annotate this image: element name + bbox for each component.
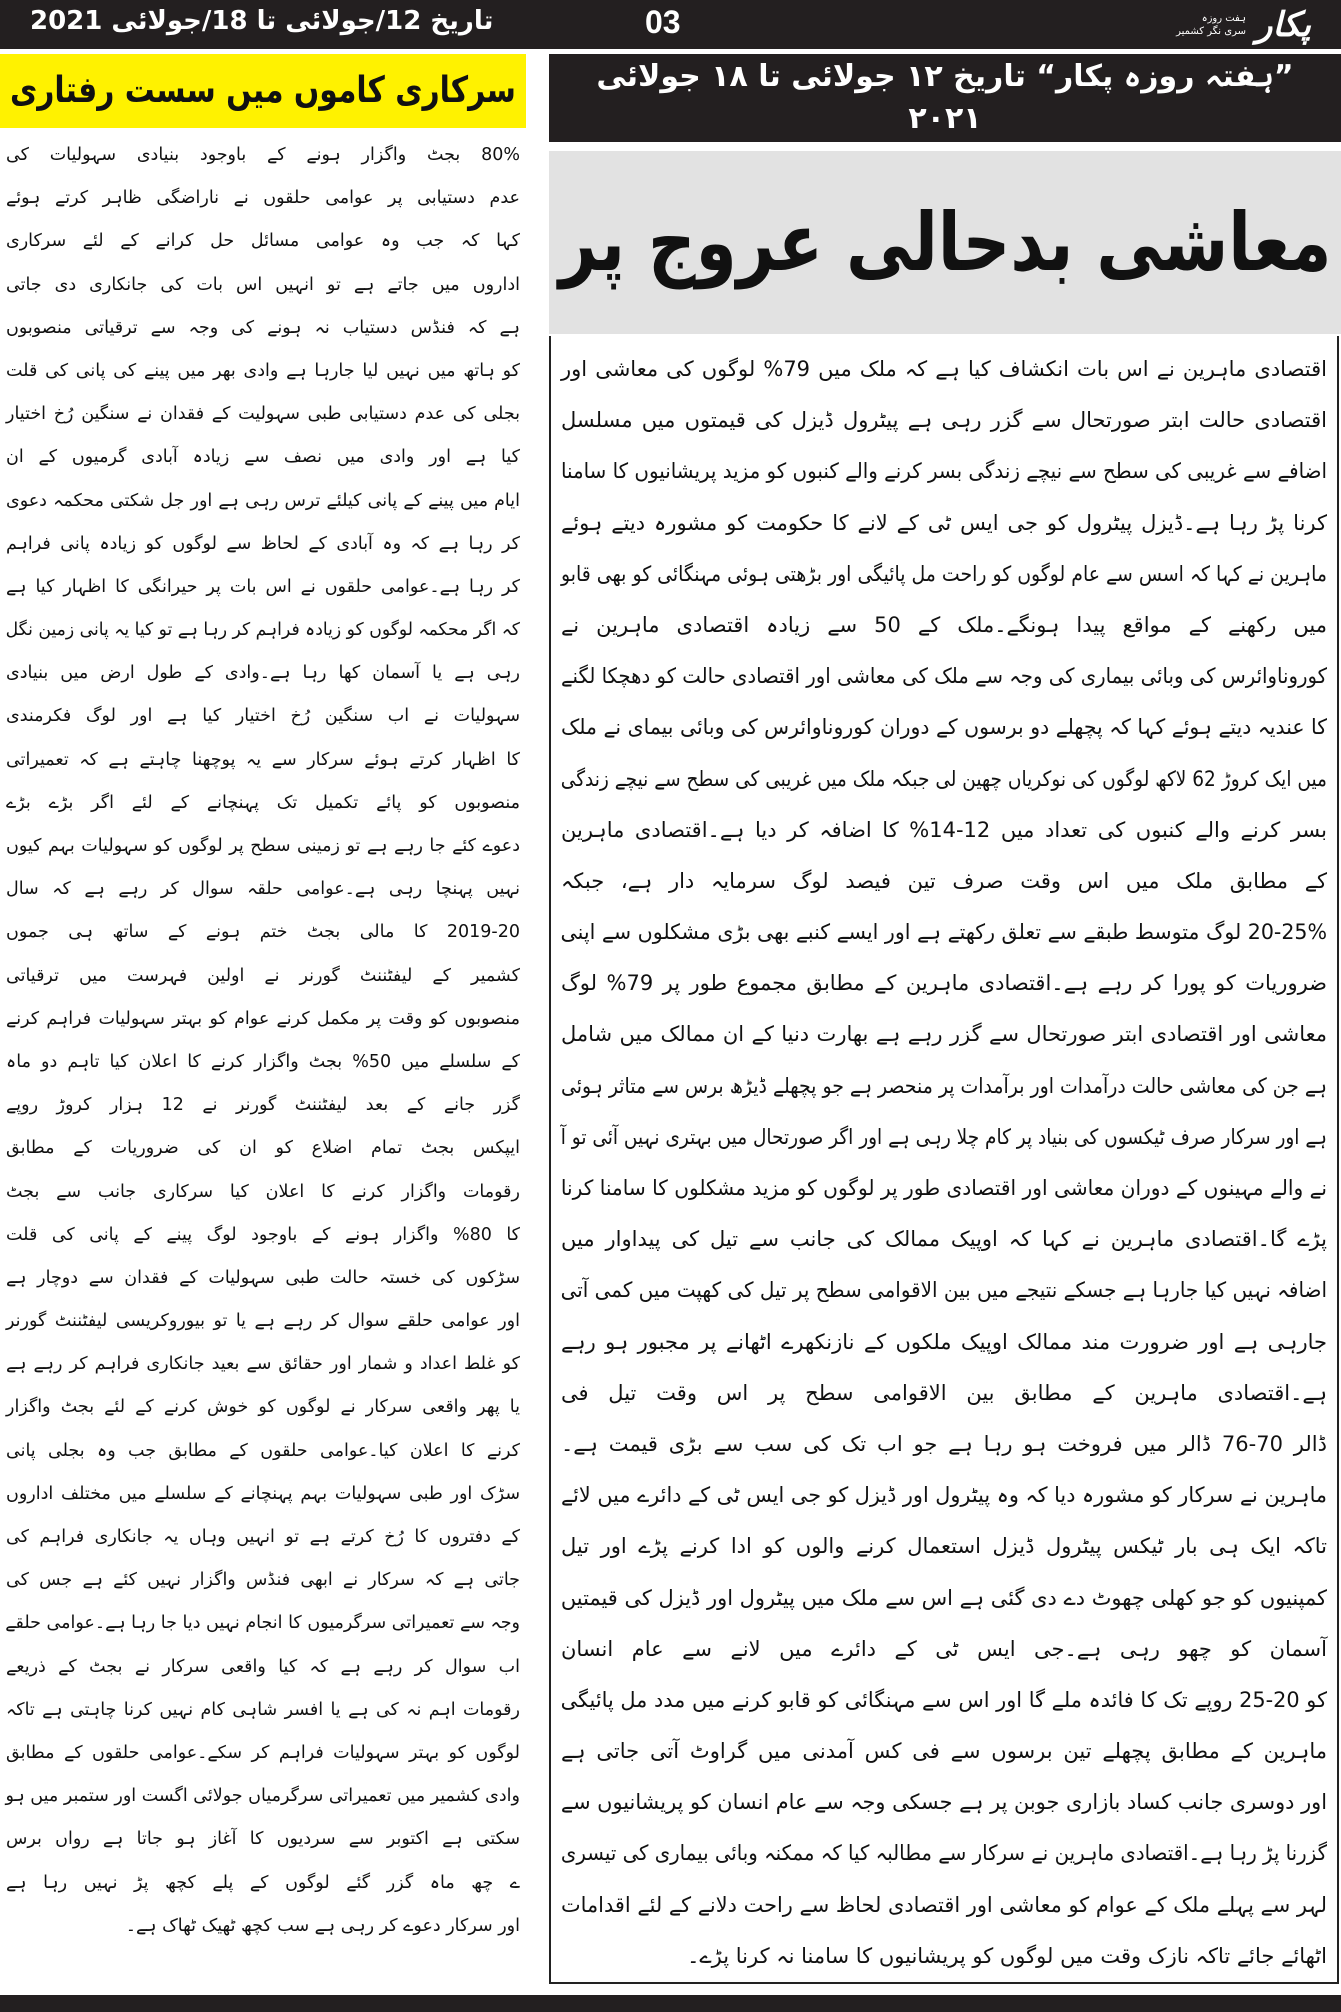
side-article-line: منصوبوں کو پائے تکمیل تک پہنچانے کے لئے اگر بڑے بڑے	[6, 792, 520, 813]
side-article-line: اداروں میں جاتے ہے تو انہیں اس بات کی جانکاری دی جاتی	[6, 274, 520, 295]
side-article-line: کشمیر کے لیفٹننٹ گورنر نے اولین فہرست میں ترقیاتی	[6, 965, 520, 986]
side-article-line: کہا کہ جب وہ عوامی مسائل حل کرانے کے لئے سرکاری	[6, 231, 520, 252]
main-article-line: اضافے سے غریبی کی سطح سے نیچے زندگی بسر کرنے والے کنبوں کو مزید پریشانیوں کا سامنا	[560, 459, 1327, 484]
side-article-line: ایپکس بجٹ تمام اضلاع کو ان کی ضروریات کے مطابق	[6, 1138, 520, 1159]
main-article-line: میں رکھنے کے مواقع پیدا ہونگے۔ملک کے 50 سے زیادہ اقتصادی ماہرین نے	[561, 612, 1327, 637]
side-article-line: 80% بجٹ واگزار ہونے کے باوجود بنیادی سہولیات کی	[6, 145, 520, 165]
main-article-line: پڑے گا۔اقتصادی ماہرین نے کہا کہ اوپیک ممالک کی جانب سے تیل کی پیداوار میں	[561, 1227, 1327, 1252]
side-article-line: وادی کشمیر میں تعمیراتی سرگرمیاں جولائی اگست اور ستمبر میں ہو	[5, 1786, 520, 1807]
issue-title-box	[549, 54, 1341, 142]
side-article-line: سہولیات نے اب سنگین رُخ اختیار کیا ہے اور لوگ فکرمندی	[6, 706, 520, 727]
side-article-line: سڑک اور طبی سہولیات بہم پہنچانے کے سلسلے میں مختلف اداروں	[6, 1483, 520, 1504]
main-article-line: اضافہ نہیں کیا جارہا ہے جسکے نتیجے میں بین الاقوامی سطح پر تیل کی کھپت میں کمی آتی	[560, 1278, 1327, 1303]
main-article-line: اور دوسری جانب کساد بازاری جوبن پر ہے جسکی وجہ سے عام انسان کو پریشانیوں سے	[560, 1790, 1327, 1815]
main-article-line: تاکہ ایک ہی بار ٹیکس پیٹرول ڈیزل استعمال کرنے والوں کو ادا کرنے پڑے اور تیل	[561, 1534, 1327, 1559]
side-article-line: کے سلسلے میں 50% بجٹ واگزار کرنے کا اعلان کیا تاہم دو ماہ	[6, 1051, 520, 1072]
side-article-line: گزر جانے کے بعد لیفٹننٹ گورنر نے 12 ہزار کروڑ روپے	[6, 1095, 521, 1116]
issue-title-strip: ”ہفتہ روزہ پکار“ تاریخ ۱۲ جولائی تا ۱۸ جولائی ۲۰۲۱	[596, 59, 1294, 136]
main-article-line: اٹھائے جائے تاکہ نازک وقت میں لوگوں کو پریشانیوں کا سامنا نہ کرنا پڑے۔	[687, 1943, 1327, 1968]
side-article-line: رقومات واگزار کرنے کا اعلان کیا سرکاری جانب سے بجٹ	[6, 1181, 520, 1202]
main-headline-box	[549, 151, 1341, 334]
side-article-line: اور عوامی حلقے سوال کر رہے ہے یا تو بیوروکریسی لیفٹننٹ گورنر	[6, 1311, 520, 1332]
side-article-line: اب سوال کر رہے ہے کہ کیا واقعی سرکار نے بجٹ کے ذریعے	[6, 1656, 520, 1677]
side-article-line: کو ہاتھ میں نہیں لیا جارہا ہے وادی بھر میں پینے کی پانی کی قلت	[6, 360, 520, 381]
side-article-line: ے چھ ماہ گزر گئے لوگوں کے پلے کچھ پڑ نہیں رہا ہے	[6, 1872, 520, 1893]
main-article-line: کرنا پڑ رہا ہے۔ڈیزل پیٹرول کو جی ایس ٹی کے لانے کا حکومت کو مشورہ دیتے ہوئے	[561, 510, 1327, 535]
main-article-line: کو 20-25 روپے تک کا فائدہ ملے گا اور اس سے مہنگائی کو قابو کرنے میں مدد مل پائیگی	[560, 1687, 1327, 1712]
side-article-line: کہ اگر محکمہ لوگوں کو زیادہ فراہم کر رہا ہے تو کیا یہ پانی زمین نگل	[5, 620, 520, 641]
side-article-line: کر رہا ہے کہ وہ آبادی کے لحاظ سے لوگوں کو زیادہ پانی فراہم	[6, 533, 520, 554]
logo-title: پکار	[1255, 4, 1311, 45]
main-article-line: کوروناوائرس کی وبائی بیماری کی وجہ سے ملک کی معاشی اور اقتصادی حالت کو دھچکا لگنے	[561, 664, 1327, 689]
newspaper-logo	[1176, 0, 1311, 49]
main-headline: معاشی بدحالی عروج پر	[558, 195, 1332, 289]
main-article-line: کے مطابق ملک میں اس وقت صرف تین فیصد لوگ سرمایہ دار ہے، جبکہ	[561, 868, 1327, 893]
side-article-line: کے دفتروں کا رُخ کرتے ہے تو انہیں وہاں یہ جانکاری فراہم کی	[6, 1527, 520, 1547]
logo-subtext	[1176, 12, 1246, 38]
side-article-line: سکتی ہے اکتوبر سے سردیوں کا آغاز ہو جاتا ہے رواں برس	[6, 1829, 520, 1850]
side-article-line: 2019-20 کا مالی بجٹ ختم ہونے کے ساتھ ہی جموں	[6, 922, 520, 943]
side-article-line: رقومات اہم نہ کی ہے یا افسر شاہی کام نہیں کرنا چاہتی ہے تاکہ	[6, 1699, 520, 1720]
main-article-line: 20-25% لوگ متوسط طبقے سے تعلق رکھتے ہے اور ایسے کنبے بھی بڑی مشکلوں سے اپنی	[560, 920, 1327, 945]
side-article-line: منصوبوں کو وقت پر مکمل کرنے عوام کو بہتر سہولیات فراہم کرنے	[6, 1008, 520, 1029]
side-headline-box	[0, 54, 526, 128]
main-article-line: لہر سے پہلے ملک کے عوام کو معاشی اور اقتصادی لحاظ سے راحت دلانے کے لئے اقدامات	[561, 1892, 1327, 1917]
main-article-line: اقتصادی ماہرین نے اس بات انکشاف کیا ہے کہ ملک میں 79% لوگوں کی معاشی اور	[561, 357, 1327, 381]
page-number: 03	[645, 4, 681, 40]
side-article-line: دعوے کئے جا رہے ہے تو زمینی سطح پر لوگوں کو سہولیات بہم کیوں	[6, 836, 520, 856]
main-article-line: ماہرین نے سرکار کو مشورہ دیا کہ وہ پیٹرول اور ڈیزل کو جی ایس ٹی کے دائرے میں لائے	[561, 1483, 1327, 1508]
side-article-line: ہے کہ فنڈس دستیاب نہ ہونے کی وجہ سے ترقیاتی منصوبوں	[6, 317, 520, 338]
main-article-line: ضروریات کو پورا کر رہے ہے۔اقتصادی ماہرین کے مطابق مجموع طور پر 79% لوگ	[561, 971, 1327, 996]
issue-date: تاریخ 12/جولائی تا 18/جولائی 2021	[30, 6, 494, 36]
side-article-line: یا پھر واقعی سرکار نے لوگوں کو خوش کرنے کے لئے بجٹ واگزار	[6, 1397, 520, 1418]
side-article-line: کرنے کا اعلان کیا۔عوامی حلقوں کے مطابق جب وہ بجلی پانی	[6, 1440, 520, 1461]
side-article-line: کا 80% واگزار ہونے کے باوجود لوگ پینے کے پانی کی قلت	[6, 1224, 521, 1245]
side-article-body	[0, 134, 526, 1948]
side-article-line: اور سرکار دعوے کر رہی ہے سب کچھ ٹھیک ٹھاک ہے۔	[125, 1915, 520, 1936]
logo-city: سری نگر کشمیر	[1176, 25, 1246, 37]
logo-tag: ہفت روزہ	[1201, 12, 1246, 24]
side-article-line: کر رہا ہے۔عوامی حلقوں نے اس بات پر حیرانگی کا اظہار کیا ہے	[6, 576, 520, 597]
main-article-body	[549, 336, 1339, 1984]
side-headline: سرکاری کاموں میں سست رفتاری	[10, 70, 516, 111]
side-article-line: وجہ سے تعمیراتی سرگرمیوں کا انجام نہیں دیا جا رہا ہے۔عوامی حلقے	[5, 1613, 520, 1634]
main-article-line: ہے۔اقتصادی ماہرین کے مطابق بین الاقوامی سطح پر اس وقت تیل فی	[561, 1380, 1327, 1405]
main-article-line: جارہی ہے اور ضرورت مند ممالک اوپیک ملکوں کے نازنکھرے اٹھانے پر مجبور ہو رہے	[561, 1329, 1327, 1354]
side-article-line: لوگوں کو بہتر سہولیات فراہم کر سکے۔عوامی حلقوں کے مطابق	[6, 1742, 520, 1763]
main-article-line: کا عندیہ دیتے ہوئے کہا کہ پچھلے دو برسوں کے دوران کوروناوائرس کی وبائی بیمای نے ملک	[561, 715, 1327, 740]
side-article-line: رہی ہے یا آسمان کھا رہا ہے۔وادی کے طول ارض میں بنیادی	[6, 663, 520, 684]
side-article-line: کو غلط اعداد و شمار اور حقائق سے بعید جانکاری فراہم کر رہے ہے	[6, 1354, 520, 1375]
side-article-line: نہیں پہنچا رہی ہے۔عوامی حلقہ سوال کر رہے ہے کہ سال	[6, 879, 520, 900]
main-article-line: ہے اور سرکار صرف ٹیکسوں کی بنیاد پر کام چلا رہی ہے اور اگر صورتحال میں بہتری نہیں آئی تو آ	[560, 1124, 1327, 1149]
main-article-line: میں ایک کروڑ 62 لاکھ لوگوں کی نوکریاں چھین لی جبکہ ملک میں غریبی کی سطح سے نیچے زندگی	[560, 766, 1327, 791]
main-article-line: کمپنیوں کو جو کھلی چھوٹ دے دی گئی ہے اس سے ملک میں پیٹرول اور ڈیزل کی قیمتیں	[560, 1585, 1327, 1610]
side-article-line: بجلی کی عدم دستیابی طبی سہولیت کے فقدان نے سنگین رُخ اختیار	[6, 404, 520, 425]
main-article-line: ہے جن کی معاشی حالت درآمدات اور برآمدات پر منحصر ہے جو پچھلے ڈیڑھ برس سے متاثر ہوئی	[561, 1073, 1327, 1098]
main-article-line: ماہرین کے مطابق پچھلے تین برسوں سے فی کس آمدنی میں گراوٹ آتی جاتی ہے	[561, 1739, 1327, 1764]
main-article-line: نے والے مہینوں کے دوران معاشی اور اقتصادی طور پر لوگوں کو مزید مشکلوں کا سامنا کرنا	[560, 1176, 1327, 1200]
side-article-line: کا اظہار کرتے ہوئے سرکار سے یہ پوچھنا چاہتے ہے کہ تعمیراتی	[6, 749, 520, 770]
side-article-line: کیا ہے اور وادی میں نصف سے زیادہ آبادی گرمیوں کے ان	[6, 447, 520, 468]
main-article-line: اقتصادی حالت ابتر صورتحال سے گزر رہی ہے پیٹرول ڈیزل کی قیمتوں میں مسلسل	[561, 408, 1327, 433]
side-article-line: جاتی ہے کہ سرکار نے ابھی فنڈس واگزار نہیں کئے ہے جس کی	[6, 1570, 520, 1591]
footer-bar	[0, 1995, 1341, 2012]
main-article-line: ماہرین نے کہا کہ اسس سے عام لوگوں کو راحت مل پائیگی اور بڑھتی ہوئی مہنگائی کو بھی قابو	[561, 561, 1327, 586]
main-article-line: آسمان کو چھو رہی ہے۔جی ایس ٹی کے دائرے میں لانے سے عام انسان	[561, 1636, 1327, 1661]
main-article-line: معاشی اور اقتصادی ابتر صورتحال سے گزر رہے ہے بھارت دنیا کے ان ممالک میں شامل	[561, 1022, 1327, 1047]
main-article-line: بسر کرنے والے کنبوں کی تعداد میں 12-14% کا اضافہ کر دیا ہے۔اقتصادی ماہرین	[561, 817, 1327, 842]
side-article-line: عدم دستیابی پر عوامی حلقوں نے ناراضگی ظاہر کرتے ہوئے	[6, 188, 520, 209]
side-article-line: ایام میں پینے کے پانی کیلئے ترس رہی ہے اور جل شکتی محکمہ دعوی	[6, 490, 520, 511]
side-article-line: سڑکوں کی خستہ حالت طبی سہولیات کے فقدان سے دوچار ہے	[6, 1267, 520, 1288]
masthead-bar	[0, 0, 1341, 49]
main-article-line: ڈالر 70-76 ڈالر میں فروخت ہو رہا ہے جو اب تک کی سب سے بڑی قیمت ہے۔	[561, 1431, 1327, 1456]
main-article-line: گزرنا پڑ رہا ہے۔اقتصادی ماہرین نے سرکار سے مطالبہ کیا کہ ممکنہ وبائی بیماری کی تیسری	[560, 1841, 1327, 1866]
